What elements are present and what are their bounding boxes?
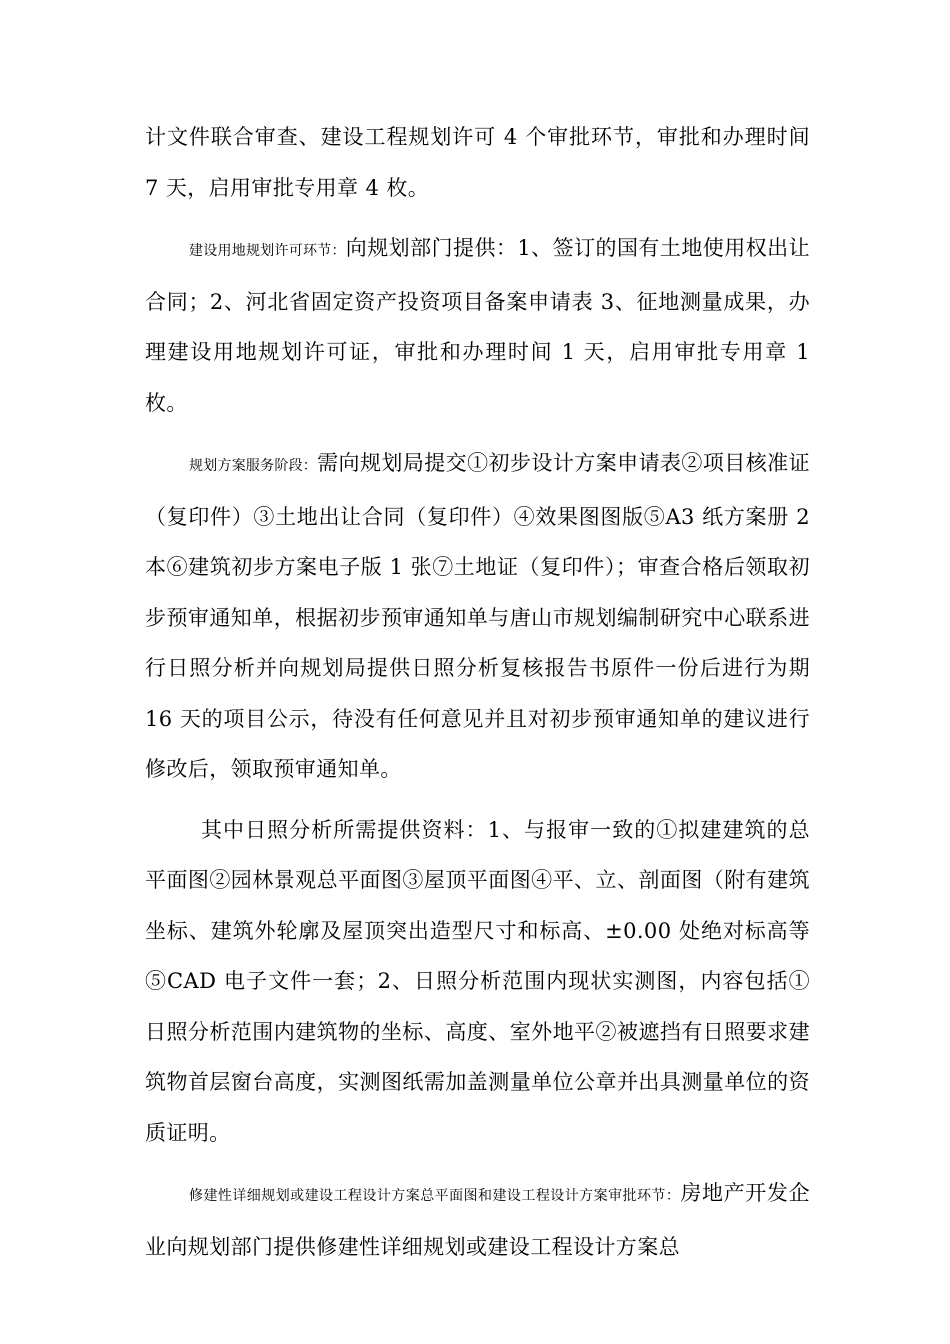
paragraph-planning-scheme (145, 438, 810, 795)
paragraph-text: 房地产开发企业向规划部门提供修建性详细规划或建设工程设计方案总 (145, 1181, 810, 1259)
section-label: 建设用地规划许可环节： (189, 243, 346, 259)
paragraph-text: 向规划部门提供：1、签订的国有土地使用权出让合同；2、河北省固定资产投资项目备案申请表 3、征地测量成果，办理建设用地规划许可证，审批和办理时间 1 天，启用审批专用章 1 枚。 (145, 236, 810, 415)
paragraph-text: 计文件联合审查、建设工程规划许可 4 个审批环节，审批和办理时间 7 天，启用审批专用章 4 枚。 (145, 125, 810, 200)
paragraph-sunlight-analysis (145, 805, 810, 1159)
paragraph-detailed-planning (145, 1168, 810, 1272)
paragraph-gap (145, 795, 810, 805)
section-label: 修建性详细规划或建设工程设计方案总平面图和建设工程设计方案审批环节： (189, 1188, 681, 1204)
paragraph-text: 需向规划局提交①初步设计方案申请表②项目核准证（复印件）③土地出让合同（复印件）④效果图图版⑤A3 纸方案册 2 本⑥建筑初步方案电子版 1 张⑦土地证（复印件）；审查合格后领取初步预审通知单，根据初步预审通知单与唐山市规划编制研究中心联系进行日照分析并向规划局提供日照分析复核报告书原件一份后进行为期 16 天的项目公示，待没有任何意见并且对初步预审通知单的建议进行修改后，领取预审通知单。 (145, 451, 810, 781)
paragraph-gap (145, 1158, 810, 1168)
paragraph-gap (145, 428, 810, 438)
paragraph-text: 其中日照分析所需提供资料：1、与报审一致的①拟建建筑的总平面图②园林景观总平面图③屋顶平面图④平、立、剖面图（附有建筑坐标、建筑外轮廓及屋顶突出造型尺寸和标高、±0.00 处绝对标高等⑤CAD 电子文件一套；2、日照分析范围内现状实测图，内容包括①日照分析范围内建筑物的坐标、高度、室外地平②被遮挡有日照要求建筑物首层窗台高度，实测图纸需加盖测量单位公章并出具测量单位的资质证明。 (145, 817, 810, 1145)
paragraph-land-use-permit (145, 223, 810, 428)
document-body (145, 112, 810, 1272)
paragraph-approval-summary (145, 112, 810, 213)
section-label: 规划方案服务阶段： (189, 458, 318, 474)
paragraph-gap (145, 213, 810, 223)
